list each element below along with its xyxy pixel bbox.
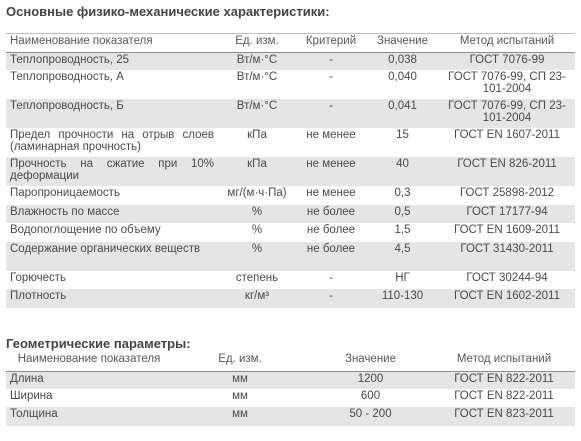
cell-value: 50 - 200 (308, 407, 433, 426)
cell-name: Содержание органических веществ (6, 242, 218, 271)
header-cell: Значение (366, 34, 439, 53)
cell-method: ГОСТ 17177-94 (439, 205, 575, 223)
cell-name: Ширина (6, 389, 172, 407)
cell-criterion: не менее (296, 186, 366, 205)
cell-name: Влажность по массе (6, 205, 218, 223)
cell-value: 40 (366, 157, 439, 186)
cell-criterion: не более (296, 242, 366, 271)
cell-method: ГОСТ EN 823-2011 (433, 407, 575, 426)
table-header-row (6, 352, 575, 371)
cell-unit: % (218, 205, 296, 223)
cell-method: ГОСТ 30244-94 (439, 271, 575, 289)
geometry-table (6, 352, 575, 426)
cell-value: 4,5 (366, 242, 439, 271)
cell-unit: % (218, 242, 296, 271)
cell-unit: мм (172, 371, 308, 389)
cell-name: Теплопроводность, Б (6, 99, 218, 128)
header-cell: Наименование показателя (6, 352, 172, 371)
cell-name: Длина (6, 371, 172, 389)
cell-method: ГОСТ 7076-99, СП 23-101-2004 (439, 99, 575, 128)
cell-value: 0,5 (366, 205, 439, 223)
table-row (6, 186, 575, 205)
cell-name: Предел прочности на отрыв слоев (ламинарная прочность) (6, 128, 218, 157)
table-row (6, 407, 575, 426)
header-cell: Критерий (296, 34, 366, 53)
table-row (6, 271, 575, 289)
cell-method: ГОСТ EN 1602-2011 (439, 289, 575, 308)
cell-method: ГОСТ 25898-2012 (439, 186, 575, 205)
table-row (6, 289, 575, 308)
cell-value: 1,5 (366, 223, 439, 242)
table-row (6, 157, 575, 186)
cell-method: ГОСТ EN 1609-2011 (439, 223, 575, 242)
header-cell: Метод испытаний (433, 352, 575, 371)
table-row (6, 70, 575, 99)
cell-unit: Вт/м·°С (218, 99, 296, 128)
cell-unit: кПа (218, 157, 296, 186)
cell-value: 15 (366, 128, 439, 157)
cell-unit: мг/(м·ч·Па) (218, 186, 296, 205)
cell-method: ГОСТ EN 822-2011 (433, 389, 575, 407)
cell-method: ГОСТ EN 1607-2011 (439, 128, 575, 157)
cell-value: 600 (308, 389, 433, 407)
cell-name: Прочность на сжатие при 10% деформации (6, 157, 218, 186)
table-row (6, 99, 575, 128)
cell-unit: % (218, 223, 296, 242)
cell-method: ГОСТ 31430-2011 (439, 242, 575, 271)
cell-criterion: не менее (296, 128, 366, 157)
cell-criterion: не более (296, 223, 366, 242)
header-cell: Метод испытаний (439, 34, 575, 53)
cell-unit: мм (172, 407, 308, 426)
header-cell: Ед. изм. (218, 34, 296, 53)
cell-value: 0,3 (366, 186, 439, 205)
cell-method: ГОСТ EN 822-2011 (433, 371, 575, 389)
cell-name: Водопоглощение по объему (6, 223, 218, 242)
cell-value: 0,040 (366, 70, 439, 99)
table-row (6, 53, 575, 70)
cell-name: Теплопроводность, А (6, 70, 218, 99)
cell-criterion: не менее (296, 157, 366, 186)
table-header-row (6, 34, 575, 53)
cell-unit: Вт/м·°С (218, 70, 296, 99)
cell-name: Плотность (6, 289, 218, 308)
section-title-geometry: Геометрические параметры: (6, 336, 191, 351)
cell-criterion: - (296, 289, 366, 308)
cell-value: 0,041 (366, 99, 439, 128)
table-row (6, 205, 575, 223)
cell-value: 0,038 (366, 53, 439, 70)
table-row (6, 223, 575, 242)
cell-unit: кПа (218, 128, 296, 157)
table-row (6, 128, 575, 157)
cell-criterion: - (296, 53, 366, 70)
cell-name: Толщина (6, 407, 172, 426)
cell-method: ГОСТ EN 826-2011 (439, 157, 575, 186)
cell-unit: мм (172, 389, 308, 407)
cell-method: ГОСТ 7076-99, СП 23-101-2004 (439, 70, 575, 99)
cell-criterion: не более (296, 205, 366, 223)
header-cell: Значение (308, 352, 433, 371)
physical-properties-table (6, 33, 575, 308)
cell-name: Паропроницаемость (6, 186, 218, 205)
cell-criterion: - (296, 271, 366, 289)
cell-unit: степень (218, 271, 296, 289)
header-cell: Наименование показателя (6, 34, 218, 53)
cell-name: Горючесть (6, 271, 218, 289)
table-row (6, 371, 575, 389)
cell-value: 1200 (308, 371, 433, 389)
cell-value: 110-130 (366, 289, 439, 308)
cell-unit: Вт/м·°С (218, 53, 296, 70)
cell-method: ГОСТ 7076-99 (439, 53, 575, 70)
cell-unit: кг/м³ (218, 289, 296, 308)
cell-criterion: - (296, 99, 366, 128)
header-cell: Ед. изм. (172, 352, 308, 371)
cell-criterion: - (296, 70, 366, 99)
cell-name: Теплопроводность, 25 (6, 53, 218, 70)
table-row (6, 389, 575, 407)
cell-value: НГ (366, 271, 439, 289)
section-title-physical: Основные физико-механические характеристики: (6, 4, 330, 19)
table-row (6, 242, 575, 271)
